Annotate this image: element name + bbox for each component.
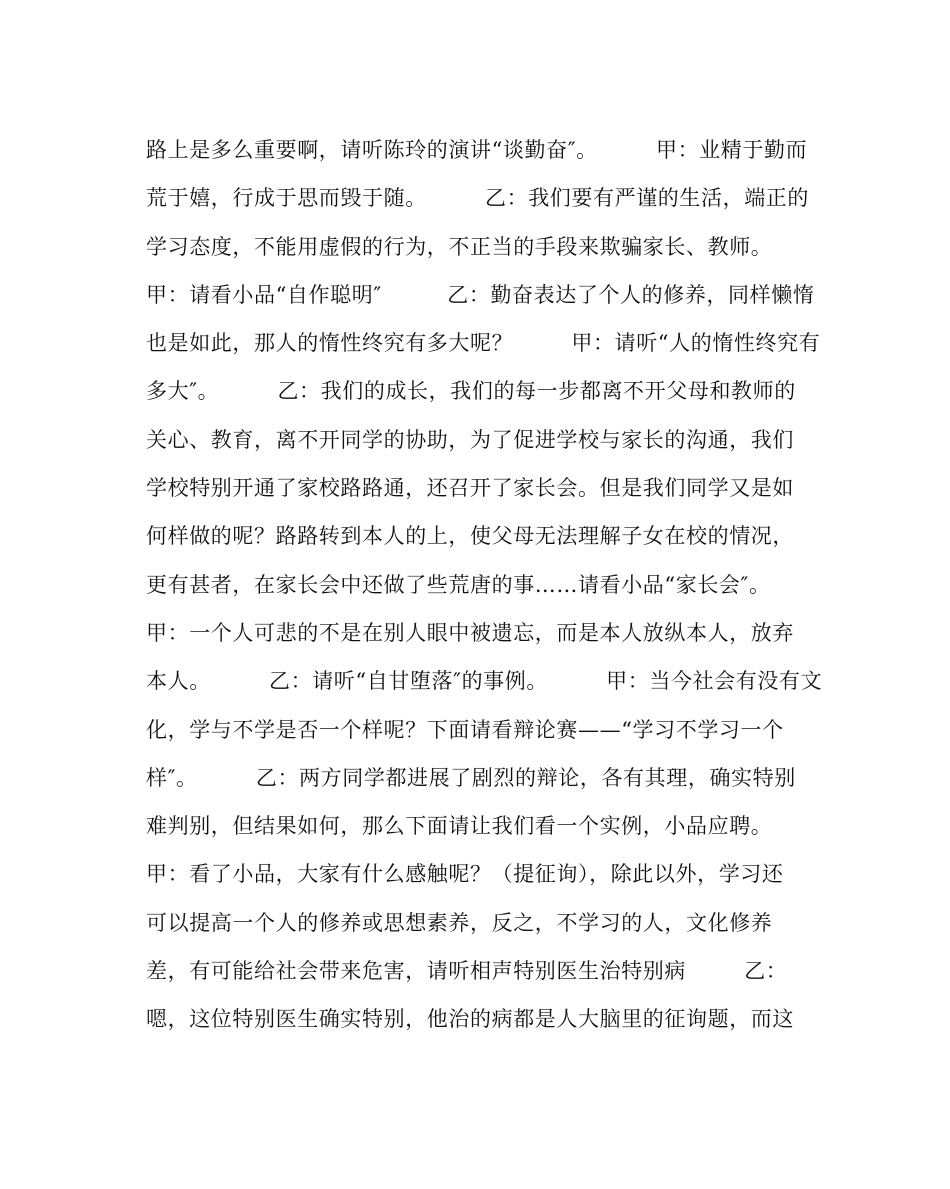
text-line: 何样做的呢？路路转到本人的上，使父母无法理解子女在校的情况， bbox=[146, 524, 794, 549]
text-line: 嗯，这位特别医生确实特别，他治的病都是人大脑里的征询题，而这 bbox=[146, 1007, 794, 1032]
text-line: 差，有可能给社会带来危害，请听相声特别医生治特别病 乙： bbox=[146, 959, 788, 984]
text-line: 化，学与不学是否一个样呢？下面请看辩论赛——“学习不学习一个 bbox=[146, 717, 784, 742]
text-line: 多大″。 乙：我们的成长，我们的每一步都离不开父母和教师的 bbox=[146, 379, 796, 404]
body-text bbox=[146, 126, 823, 1044]
text-line: 也是如此，那人的惰性终究有多大呢？ 甲：请听“人的惰性终究有 bbox=[146, 331, 821, 356]
text-line: 甲：请看小品“自作聪明″ 乙：勤奋表达了个人的修养，同样懒惰 bbox=[146, 282, 815, 307]
text-line: 更有甚者，在家长会中还做了些荒唐的事……请看小品“家长会″。 bbox=[146, 572, 771, 597]
text-line: 样″。 乙：两方同学都进展了剧烈的辩论，各有其理，确实特别 bbox=[146, 765, 796, 790]
text-line: 学习态度，不能用虚假的行为，不正当的手段来欺骗家长、教师。 bbox=[146, 234, 773, 259]
text-line: 甲：一个人可悲的不是在别人眼中被遗忘，而是本人放纵本人，放弃 bbox=[146, 620, 794, 645]
text-line: 关心、教育，离不开同学的协助，为了促进学校与家长的沟通，我们 bbox=[146, 427, 794, 452]
text-line: 难判别，但结果如何，那么下面请让我们看一个实例，小品应聘。 bbox=[146, 814, 773, 839]
text-line: 荒于嬉，行成于思而毁于随。 乙：我们要有严谨的生活，端正的 bbox=[146, 186, 809, 211]
text-line: 本人。 乙：请听“自甘堕落″的事例。 甲：当今社会有没有文 bbox=[146, 669, 823, 694]
text-line: 学校特别开通了家校路路通，还召开了家长会。但是我们同学又是如 bbox=[146, 476, 794, 501]
text-line: 路上是多么重要啊，请听陈玲的演讲“谈勤奋″。 甲：业精于勤而 bbox=[146, 138, 808, 162]
text-line: 甲：看了小品，大家有什么感触呢？（提征询），除此以外，学习还 bbox=[146, 862, 784, 887]
text-line: 可以提高一个人的修养或思想素养，反之，不学习的人，文化修养 bbox=[146, 910, 773, 935]
